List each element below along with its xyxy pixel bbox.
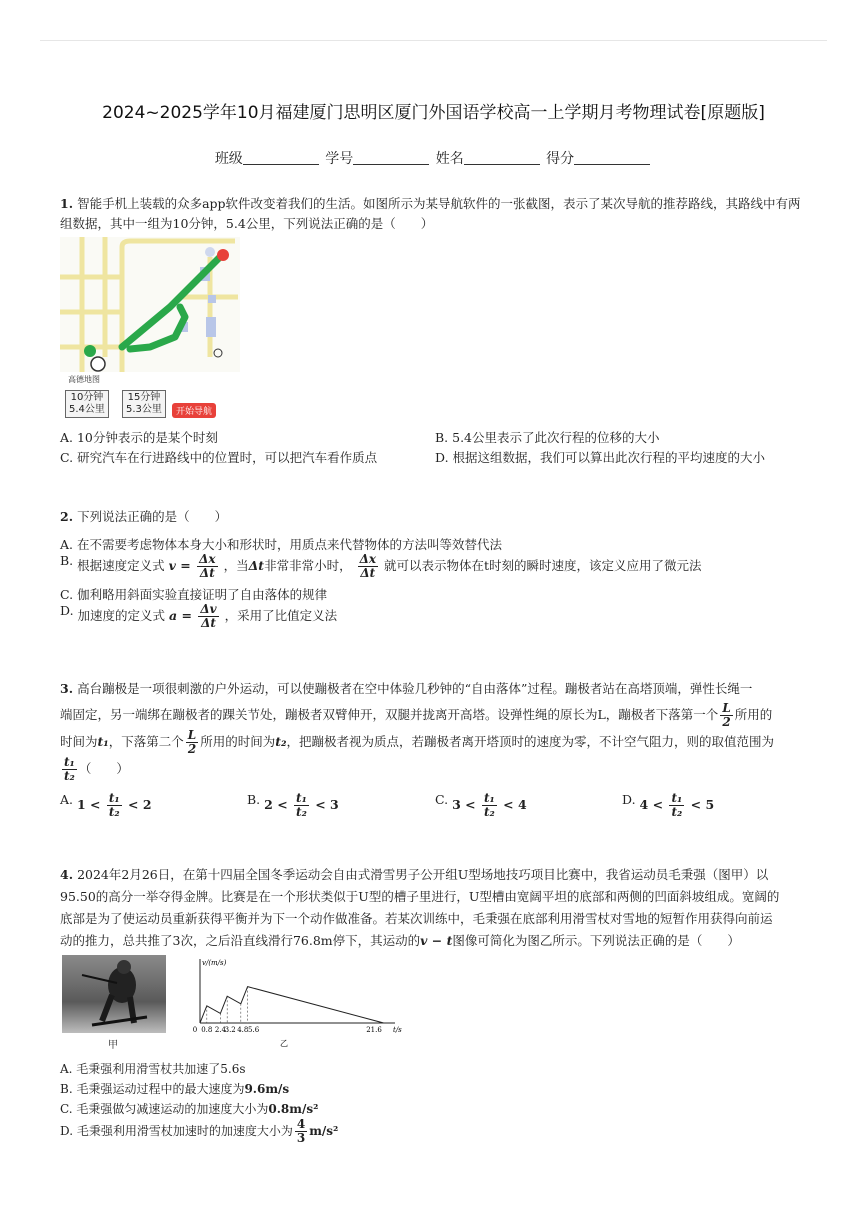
q4-option-c[interactable] — [60, 1100, 318, 1117]
q2-option-b-eq: = — [175, 558, 196, 573]
map-image — [60, 237, 240, 372]
q2-option-b-text-2: ，当 — [223, 558, 249, 573]
q3-b-label: B. — [247, 792, 261, 807]
q3-frac2-num: L — [187, 728, 197, 742]
q2-option-d-eq: = — [177, 608, 197, 623]
question-4-vt: v − t — [420, 933, 453, 948]
route-badge-2-distance: 5.3公里 — [126, 404, 162, 415]
question-3-line-3 — [60, 729, 810, 756]
q2-option-b-text-1: 根据速度定义式 — [77, 558, 165, 573]
id-label: 学号 — [325, 151, 354, 167]
q3-d-den: t₂ — [671, 805, 683, 819]
q1-option-a[interactable]: A. 10分钟表示的是某个时刻 — [60, 430, 218, 445]
question-3-text-4: 时间为 — [60, 734, 98, 749]
question-2-options — [60, 535, 810, 645]
vt-graph — [190, 955, 410, 1050]
q1-option-d[interactable]: D. 根据这组数据，我们可以算出此次行程的平均速度的大小 — [435, 450, 766, 465]
q3-c-fraction — [482, 792, 497, 819]
question-4-line-4 — [60, 930, 810, 952]
question-4-text-4: 动的推力，总共推了3次，之后沿直线滑行76.8m停下，其运动的 — [60, 933, 421, 948]
question-2-text: 下列说法正确的是（ ） — [77, 509, 228, 524]
question-3-line-1 — [60, 676, 810, 702]
q3-frac2-den: 2 — [187, 742, 197, 756]
q3-d-lo: 4 — [639, 797, 649, 812]
question-1-options — [60, 428, 810, 468]
score-blank[interactable] — [574, 150, 650, 165]
q2-d-frac-num: Δv — [200, 602, 217, 616]
question-3-tail: （ ） — [78, 761, 129, 776]
q3-d-num: t₁ — [671, 791, 683, 805]
q3-d-fraction — [669, 792, 684, 819]
q3-b-fraction — [294, 792, 309, 819]
q2-option-b-v: v — [168, 558, 176, 573]
q3-ratio-num: t₁ — [64, 755, 75, 769]
q4-d-text: D. 毛秉强利用滑雪杖加速时的加速度大小为 — [60, 1124, 293, 1138]
q2-option-c[interactable]: C. 伽利略用斜面实验直接证明了自由落体的规律 — [60, 587, 328, 602]
q3-d-hi: 5 — [705, 797, 715, 812]
q2-option-b[interactable] — [60, 553, 702, 580]
q3-half-fraction-1 — [720, 702, 732, 729]
route-badge-1-distance: 5.4公里 — [69, 404, 105, 415]
q2-option-d-text-1: 加速度的定义式 — [77, 608, 166, 623]
tick-4-8: 4.8 — [237, 1026, 249, 1034]
class-blank[interactable] — [243, 150, 319, 165]
q3-half-fraction-2 — [186, 729, 198, 756]
name-label: 姓名 — [435, 151, 464, 167]
q2-option-b-label: B. — [60, 553, 74, 568]
start-marker-icon — [84, 345, 96, 357]
route-badge-2-time: 15分钟 — [127, 392, 161, 403]
question-4-text-1: 2024年2月26日，在第十四届全国冬季运动会自由式滑雪男子公开组U型场地技巧项目比赛中，我省运动员毛秉强（图甲）以 — [77, 867, 769, 882]
q4-d-num: 4 — [296, 1117, 306, 1131]
question-4-line-3: 底部是为了使运动员重新获得平衡并为下一个动作做准备。若某次训练中，毛秉强在底部利用滑雪杖对雪地的短暂作用获得向前运 — [60, 911, 773, 926]
route-badge-2[interactable] — [122, 390, 166, 418]
question-3-text-2: 端固定，另一端绑在蹦极者的踝关节处，蹦极者双臂伸开，双腿并拢离开高塔。设弹性绳的原长为L，蹦极者下落第一个 — [60, 707, 719, 722]
question-2 — [60, 507, 810, 527]
q2-b-frac1-num: Δx — [199, 552, 216, 566]
q3-c-label: C. — [435, 792, 449, 807]
question-3-number: 3. — [60, 681, 74, 696]
q3-a-fraction — [107, 792, 122, 819]
tick-21-6: 21.6 — [366, 1026, 382, 1034]
top-divider — [40, 40, 827, 41]
q3-option-b[interactable]: B. 2 < $\frac{\text{t₁}}{\text{t₂}}$ < 3 — [247, 791, 339, 819]
q2-option-d-a: a — [169, 608, 178, 623]
question-4-line-2: 95.50的高分一举夺得金牌。比赛是在一个形状类似于U型的槽子里进行，U型槽由宽阔平坦的底部和两侧的凹面斜坡组成。宽阔的 — [60, 889, 780, 904]
q2-b-frac2-den: Δt — [360, 566, 376, 580]
q4-d-fraction — [295, 1118, 307, 1145]
q2-option-b-text-3: 非常非常小时， — [264, 558, 352, 573]
q2-d-frac-den: Δt — [201, 616, 216, 630]
q3-b-num: t₁ — [296, 791, 307, 805]
q4-b-value: 9.6m/s — [244, 1082, 290, 1096]
tick-5-6: 5.6 — [248, 1026, 260, 1034]
question-3-text-5: ，下落第二个 — [108, 734, 184, 749]
q3-c-lo: 3 — [452, 797, 461, 812]
figure-b-caption: 乙 — [280, 1039, 288, 1048]
q3-b-den: t₂ — [296, 805, 307, 819]
class-label: 班级 — [214, 151, 243, 167]
question-1-number: 1. — [60, 196, 74, 211]
question-4-line-1 — [60, 864, 810, 886]
q4-option-d[interactable] — [60, 1118, 338, 1145]
q3-c-den: t₂ — [483, 805, 495, 819]
q2-option-d-text-2: ，采用了比值定义法 — [224, 608, 338, 623]
locate-arrow-icon[interactable] — [91, 357, 105, 371]
q3-option-c[interactable]: C. 3 < $\frac{\text{t₁}}{\text{t₂}}$ < 4 — [435, 791, 527, 819]
question-1-text: 智能手机上装载的众多app软件改变着我们的生活。如图所示为某导航软件的一张截图，表示了某次导航的推荐路线，其路线中有两组数据，其中一组为10分钟，5.4公里，下列说法正确的是（ ） — [60, 196, 801, 231]
q3-b-hi: 3 — [330, 797, 339, 812]
score-label: 得分 — [546, 151, 575, 167]
q4-c-text: C. 毛秉强做匀减速运动的加速度大小为 — [60, 1102, 269, 1116]
q3-t2: t₂ — [275, 734, 287, 749]
q1-option-c[interactable]: C. 研究汽车在行进路线中的位置时，可以把汽车看作质点 — [60, 450, 378, 465]
graph-y-label: v/(m/s) — [202, 959, 227, 967]
question-3-options — [60, 792, 810, 828]
q4-b-text: B. 毛秉强运动过程中的最大速度为 — [60, 1082, 245, 1096]
q4-d-den: 3 — [296, 1131, 306, 1145]
tick-0: 0 — [192, 1026, 198, 1034]
q3-b-lo: 2 — [264, 797, 273, 812]
q2-option-a[interactable]: A. 在不需要考虑物体本身大小和形状时，用质点来代替物体的方法叫等效替代法 — [60, 537, 502, 552]
tick-0-8: 0.8 — [201, 1026, 213, 1034]
q3-d-label: D. — [622, 792, 636, 807]
question-2-number: 2. — [60, 509, 74, 524]
question-4-number: 4. — [60, 867, 74, 882]
q2-option-d-label: D. — [60, 603, 74, 618]
q3-t1: t₁ — [97, 734, 109, 749]
q4-c-value: 0.8m/s² — [268, 1102, 319, 1116]
q3-frac1-num: L — [722, 701, 731, 715]
q3-frac1-den: 2 — [722, 715, 731, 729]
info-bar — [0, 148, 867, 168]
q3-ratio-fraction — [62, 756, 77, 783]
route-badge-1-time: 10分钟 — [70, 392, 104, 403]
q4-option-b[interactable] — [60, 1080, 289, 1097]
q3-a-num: t₁ — [108, 791, 120, 805]
q2-b-frac1-den: Δt — [199, 566, 215, 580]
q3-a-hi: 2 — [142, 797, 152, 812]
q2-option-b-fraction-1 — [197, 553, 217, 580]
q3-a-lo: 1 — [77, 797, 86, 812]
q3-option-a[interactable]: A. 1 < $\frac{\text{t₁}}{\text{t₂}}$ < 2 — [60, 791, 152, 819]
page-title: 2024~2025学年10月福建厦门思明区厦门外国语学校高一上学期月考物理试卷[原题版] — [102, 103, 765, 123]
q3-option-d[interactable]: D. 4 < $\frac{\text{t₁}}{\text{t₂}}$ < 5 — [622, 791, 715, 819]
route-badge-1[interactable] — [65, 390, 109, 418]
question-4 — [60, 864, 810, 952]
q3-ratio-den: t₂ — [64, 769, 75, 783]
destination-marker-icon — [217, 249, 229, 261]
q2-option-d-fraction — [198, 603, 218, 630]
tick-3-2: 3.2 — [224, 1026, 236, 1034]
q3-c-hi: 4 — [517, 797, 527, 812]
q2-option-d[interactable] — [60, 603, 337, 630]
question-3-text-6: 所用的时间为 — [200, 734, 276, 749]
map-logo: 高德地图 — [68, 375, 100, 384]
q3-a-label: A. — [60, 792, 74, 807]
question-3-text-3: 所用的 — [734, 707, 773, 722]
graph-vt-line — [200, 987, 384, 1023]
question-1 — [60, 194, 810, 234]
question-3-line-4 — [60, 756, 810, 783]
question-3-line-2 — [60, 702, 810, 729]
question-2-stem — [60, 507, 810, 527]
name-blank[interactable] — [464, 150, 540, 165]
skier-image — [62, 955, 166, 1033]
tick-2-4: 2.4 — [214, 1026, 226, 1034]
question-3 — [60, 676, 810, 783]
graph-x-label: t/s — [393, 1026, 402, 1034]
id-blank[interactable] — [353, 150, 429, 165]
q3-a-den: t₂ — [108, 805, 120, 819]
start-navigation-button[interactable]: 开始导航 — [172, 403, 216, 418]
question-4-text-5: 图像可简化为图乙所示。下列说法正确的是（ ） — [452, 933, 740, 948]
question-3-text-1: 高台蹦极是一项很刺激的户外运动，可以使蹦极者在空中体验几秒钟的“自由落体”过程。蹦极者站在高塔顶端，弹性长绳一 — [77, 681, 753, 696]
q2-option-b-text-4: 就可以表示物体在t时刻的瞬时速度，该定义应用了微元法 — [384, 558, 702, 573]
figure-a-caption: 甲 — [108, 1040, 118, 1051]
question-4-options — [60, 1060, 810, 1150]
question-1-stem — [60, 194, 810, 234]
q2-option-b-dt: Δt — [248, 558, 265, 573]
q4-option-a[interactable]: A. 毛秉强利用滑雪杖共加速了5.6s — [60, 1062, 246, 1076]
question-3-text-7: ，把蹦极者视为质点，若蹦极者离开塔顶时的速度为零，不计空气阻力，则的取值范围为 — [286, 734, 774, 749]
q3-c-num: t₁ — [483, 791, 495, 805]
q4-d-unit: m/s² — [309, 1124, 339, 1138]
q2-option-b-fraction-2 — [358, 553, 378, 580]
q2-b-frac2-num: Δx — [359, 552, 377, 566]
skier-photo — [62, 955, 166, 1033]
navigation-map-figure — [60, 237, 240, 417]
q1-option-b[interactable]: B. 5.4公里表示了此次行程的位移的大小 — [435, 430, 660, 445]
